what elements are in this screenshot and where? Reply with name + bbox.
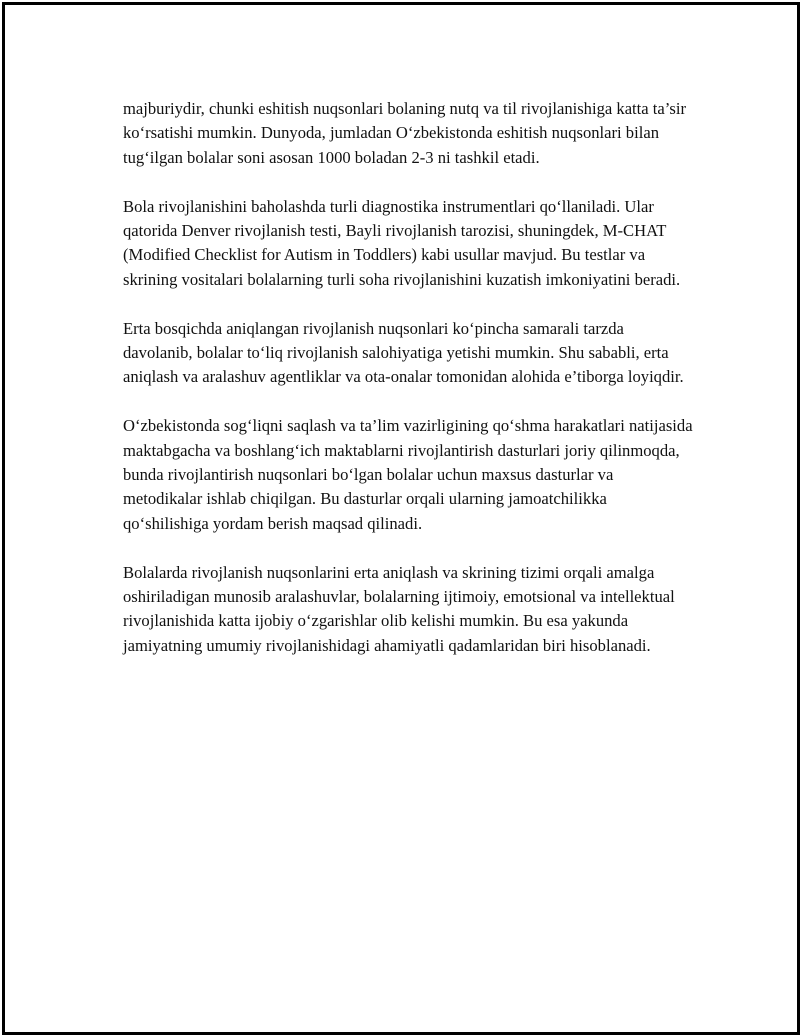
paragraph-1: majburiydir, chunki eshitish nuqsonlari bolaning nutq va til rivojlanishiga katta ta’sir ko‘rsatishi mumkin. Dunyoda, jumladan O‘zbekistonda eshitish nuqsonlari bilan tug‘ilgan bolalar soni asosan 1000 boladan 2-3 ni tashkil etadi.: [123, 99, 686, 167]
paragraph-3: Erta bosqichda aniqlangan rivojlanish nuqsonlari ko‘pincha samarali tarzda davolanib, bolalar to‘liq rivojlanish salohiyatiga yetishi mumkin. Shu sababli, erta aniqlash va aralashuv agentliklar va ota-onalar tomonidan alohida e’tiborga loyiqdir.: [123, 318, 684, 387]
paragraph-2: Bola rivojlanishini baholashda turli diagnostika instrumentlari qo‘llaniladi. Ular qatorida Denver rivojlanish testi, Bayli rivojlanish tarozisi, shuningdek, M-CHAT (Modified Checklist for Autism in Toddlers) kabi usullar mavjud. Bu testlar va skrining vositalari bolalarning turli soha rivojlanishini kuzatish imkoniyatini beradi.: [123, 196, 681, 289]
document-body: [123, 97, 693, 683]
paragraph-5: Bolalarda rivojlanish nuqsonlarini erta aniqlash va skrining tizimi orqali amalga oshiriladigan munosib aralashuvlar, bolalarning ijtimoiy, emotsional va intellektual rivojlanishida katta ijobiy o‘zgarishlar olib kelishi mumkin. Bu esa yakunda jamiyatning umumiy rivojlanishidagi ahamiyatli qadamlaridan biri hisoblanadi.: [123, 562, 675, 655]
page-frame: [2, 2, 800, 1035]
paragraph-4: O‘zbekistonda sog‘liqni saqlash va ta’lim vazirligining qo‘shma harakatlari natijasida maktabgacha va boshlang‘ich maktablarni rivojlantirish dasturlari joriy qilinmoqda, bunda rivojlantirish nuqsonlari bo‘lgan bolalar uchun maxsus dasturlar va metodikalar ishlab chiqilgan. Bu dasturlar orqali ularning jamoatchilikka qo‘shilishiga yordam berish maqsad qilinadi.: [123, 416, 693, 533]
